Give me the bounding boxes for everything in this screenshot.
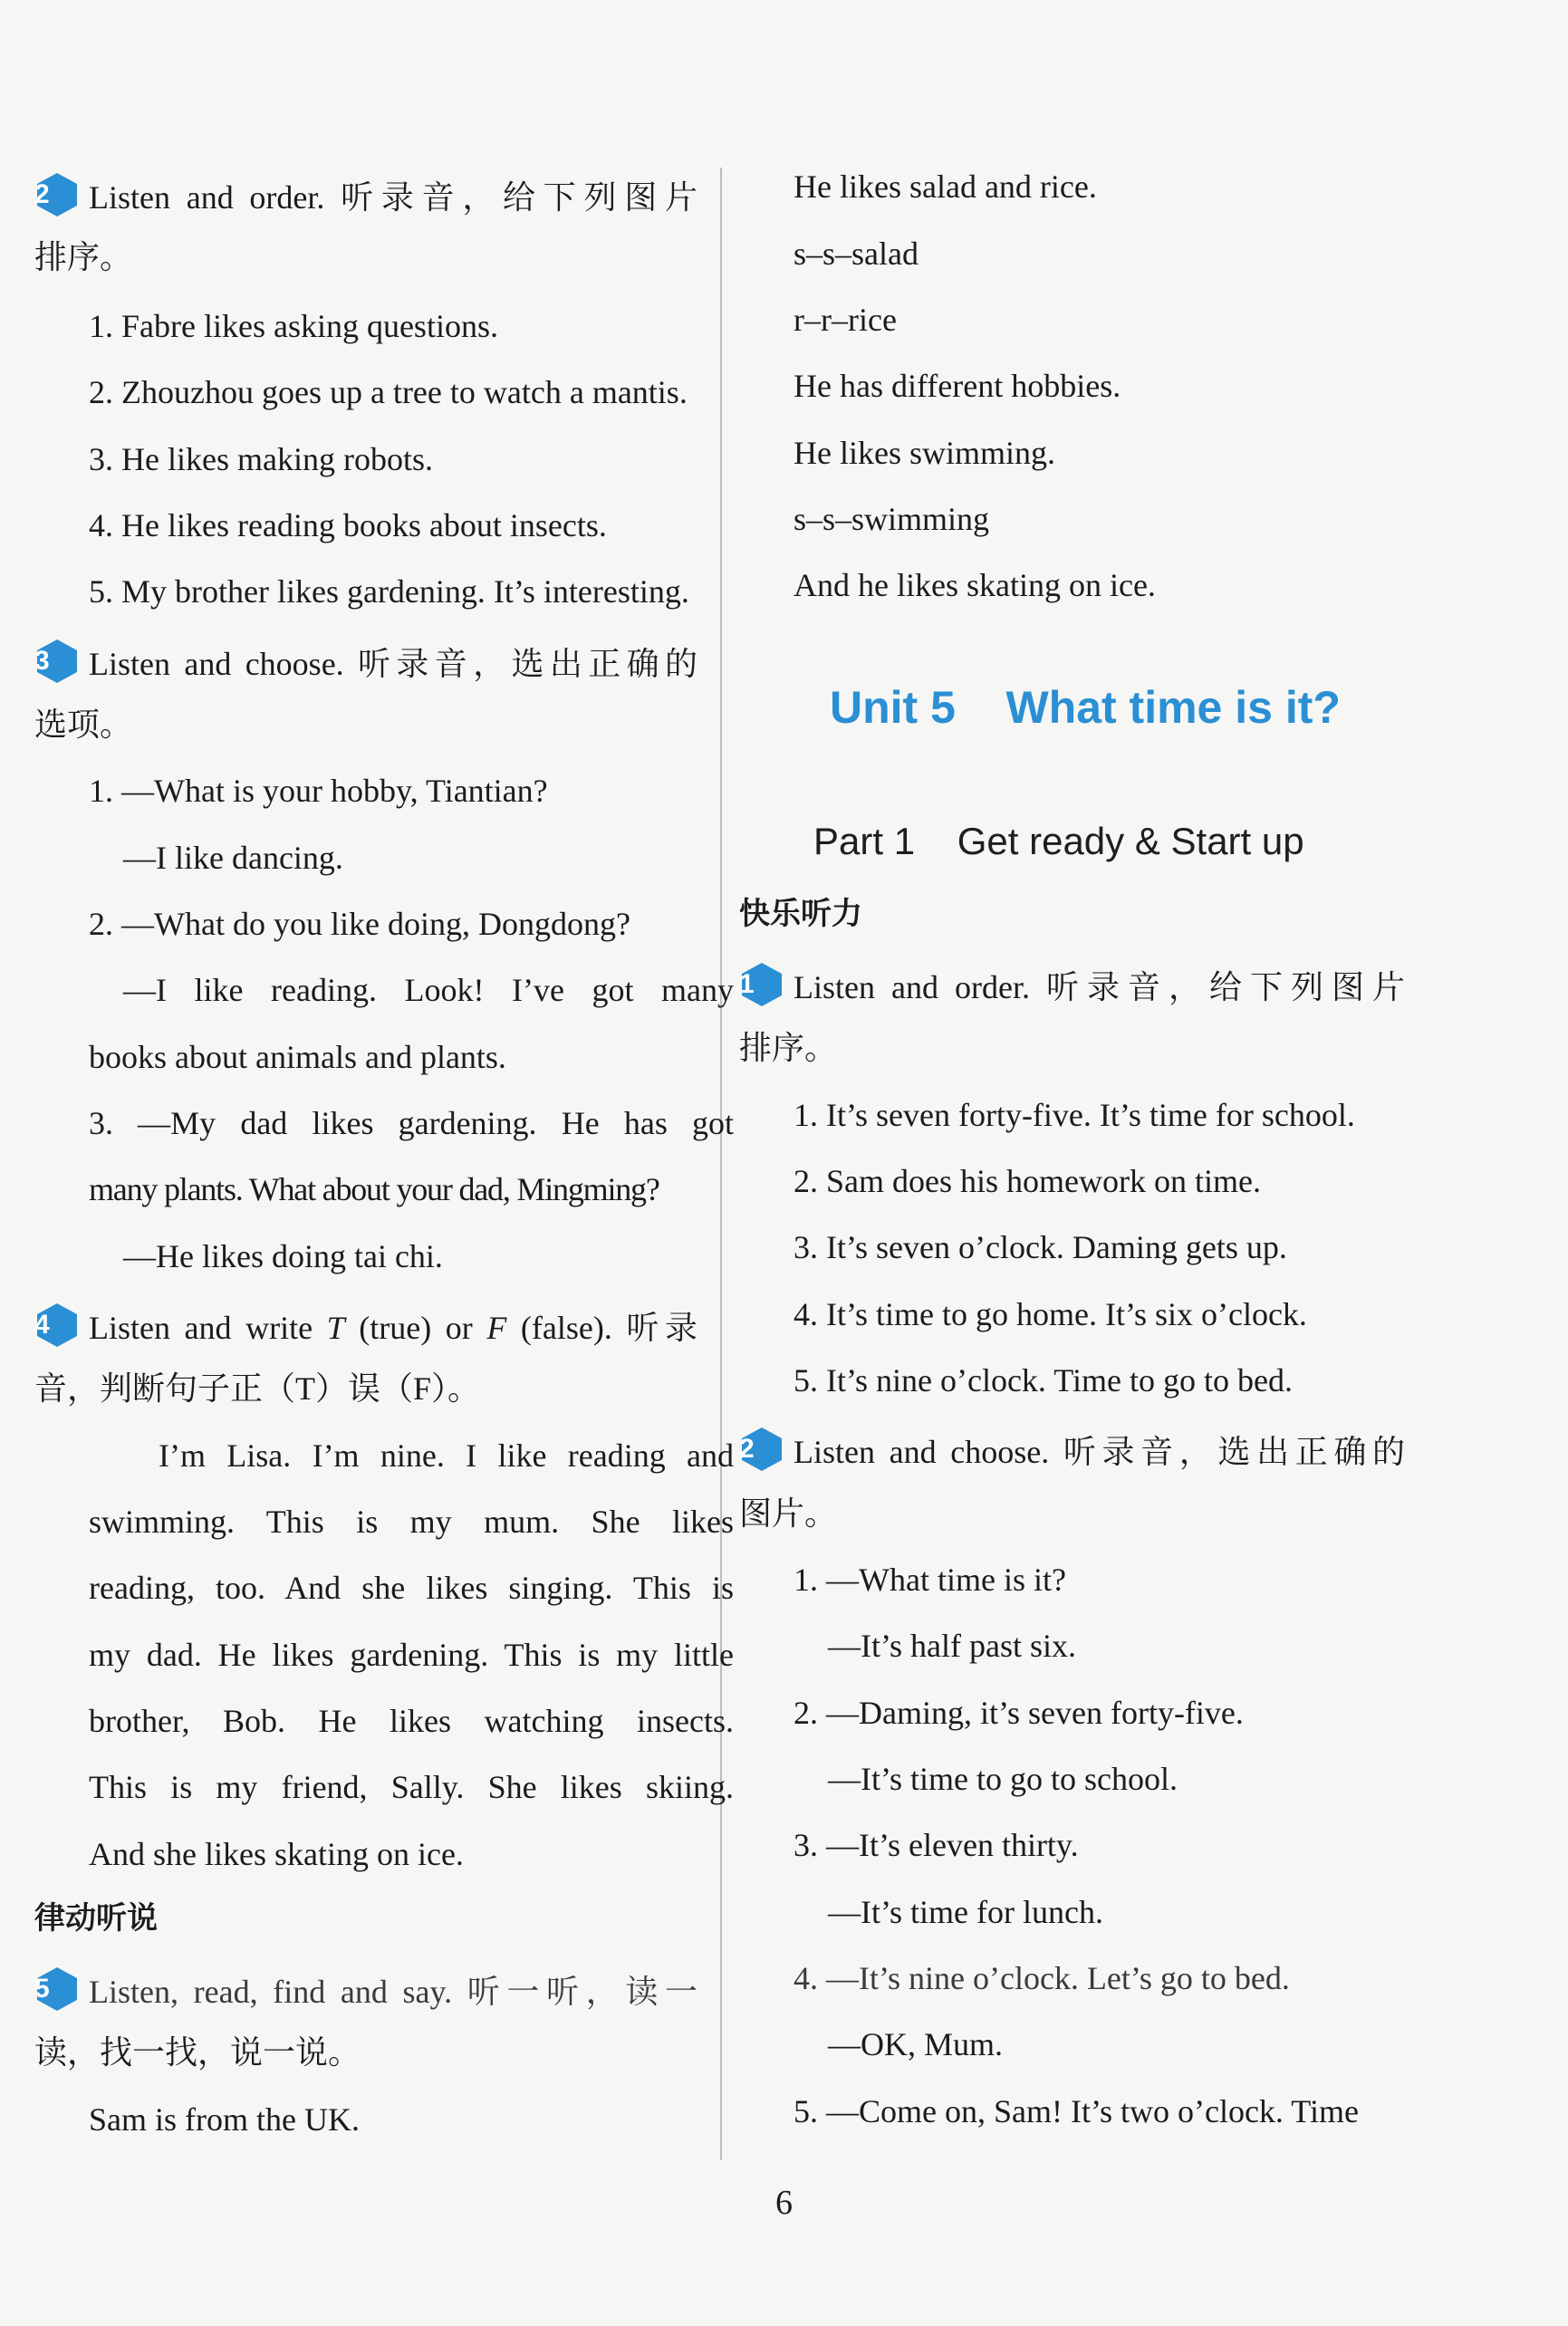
dialogue-line: —I like dancing. <box>123 840 343 876</box>
unit-title: Unit 5 What time is it? <box>830 682 1341 733</box>
paragraph-line: I’m Lisa. I’m nine. I like reading and <box>159 1437 734 1474</box>
dialogue-line: 3. —My dad likes gardening. He has got <box>89 1105 734 1141</box>
dialogue-line: 2. —What do you like doing, Dongdong? <box>89 906 630 942</box>
part-title: Part 1 Get ready & Start up <box>813 820 1304 862</box>
section-heading: 快乐听力 <box>739 896 862 932</box>
text-line: s–s–salad <box>794 235 919 272</box>
paragraph-line: reading, too. And she likes singing. This is <box>89 1570 734 1606</box>
ex2-heading: 2 Listen and choose. 听录音，选出正确的 <box>739 1427 1405 1472</box>
paragraph-line: brother, Bob. He likes watching insects. <box>89 1703 734 1739</box>
list-item: 4. He likes reading books about insects. <box>89 507 607 543</box>
paragraph-line: swimming. This is my mum. She likes <box>89 1504 734 1540</box>
dialogue-line: —OK, Mum. <box>828 2026 1004 2062</box>
dialogue-line: —It’s time to go to school. <box>828 1761 1178 1797</box>
paragraph-line: my dad. He likes gardening. This is my little <box>89 1637 734 1673</box>
dialogue-line: 3. —It’s eleven thirty. <box>794 1827 1079 1863</box>
number-badge-icon: 5 <box>34 1966 80 2012</box>
number-badge-icon: 1 <box>739 962 784 1007</box>
dialogue-line: 4. —It’s nine o’clock. Let’s go to bed. <box>794 1960 1290 1996</box>
page-number: 6 <box>775 2184 793 2222</box>
ex5-heading-cont: 读，找一找，说一说。 <box>34 2034 361 2071</box>
dialogue-line: —It’s time for lunch. <box>828 1894 1103 1930</box>
dialogue-line: 1. —What time is it? <box>794 1562 1066 1598</box>
text-line: s–s–swimming <box>794 501 990 537</box>
dialogue-line: —It’s half past six. <box>828 1628 1076 1664</box>
number-badge-icon: 2 <box>739 1427 784 1472</box>
ex5-heading: 5 Listen, read, find and say. 听一听，读一 <box>34 1966 697 2012</box>
ex2-heading-cont: 排序。 <box>34 239 133 275</box>
dialogue-line: many plants. What about your dad, Mingming? <box>89 1171 659 1207</box>
dialogue-line: 2. —Daming, it’s seven forty-five. <box>794 1695 1244 1731</box>
list-item: 3. It’s seven o’clock. Daming gets up. <box>794 1229 1287 1265</box>
paragraph-line: Sam is from the UK. <box>89 2101 360 2138</box>
ex4-heading-cont: 音，判断句子正（T）误（F）。 <box>34 1370 481 1407</box>
dialogue-line: books about animals and plants. <box>89 1039 506 1075</box>
dialogue-line: —He likes doing tai chi. <box>123 1238 443 1274</box>
list-item: 1. It’s seven forty-five. It’s time for school. <box>794 1097 1355 1133</box>
dialogue-line: 5. —Come on, Sam! It’s two o’clock. Time <box>794 2093 1359 2129</box>
text-line: r–r–rice <box>794 302 897 338</box>
ex4-heading: 4 Listen and write T (true) or F (false). 听录 <box>34 1302 697 1348</box>
dialogue-line: 1. —What is your hobby, Tiantian? <box>89 773 548 809</box>
column-divider <box>720 168 722 2160</box>
section-heading: 律动听说 <box>34 1900 158 1937</box>
ex2-heading: 2 Listen and order. 听录音，给下列图片 <box>34 172 697 217</box>
text-line: And he likes skating on ice. <box>794 567 1156 603</box>
ex3-heading-cont: 选项。 <box>34 706 133 743</box>
list-item: 3. He likes making robots. <box>89 441 433 477</box>
paragraph-line: And she likes skating on ice. <box>89 1836 464 1872</box>
ex1-heading-cont: 排序。 <box>739 1030 838 1066</box>
list-item: 2. Zhouzhou goes up a tree to watch a mantis. <box>89 374 688 410</box>
number-badge-icon: 4 <box>34 1302 80 1348</box>
ex1-heading: 1 Listen and order. 听录音，给下列图片 <box>739 962 1405 1007</box>
paragraph-line: This is my friend, Sally. She likes skiing. <box>89 1769 734 1805</box>
number-badge-icon: 2 <box>34 172 80 217</box>
list-item: 1. Fabre likes asking questions. <box>89 308 498 344</box>
text-line: He likes salad and rice. <box>794 168 1097 205</box>
number-badge-icon: 3 <box>34 639 80 684</box>
ex3-heading: 3 Listen and choose. 听录音，选出正确的 <box>34 639 697 684</box>
list-item: 4. It’s time to go home. It’s six o’clock. <box>794 1296 1307 1332</box>
list-item: 2. Sam does his homework on time. <box>794 1163 1261 1199</box>
dialogue-line: —I like reading. Look! I’ve got many <box>123 972 734 1008</box>
list-item: 5. My brother likes gardening. It’s interesting. <box>89 573 689 610</box>
list-item: 5. It’s nine o’clock. Time to go to bed. <box>794 1362 1293 1398</box>
ex2-heading-cont: 图片。 <box>739 1495 838 1532</box>
text-line: He has different hobbies. <box>794 368 1121 404</box>
text-line: He likes swimming. <box>794 435 1055 471</box>
